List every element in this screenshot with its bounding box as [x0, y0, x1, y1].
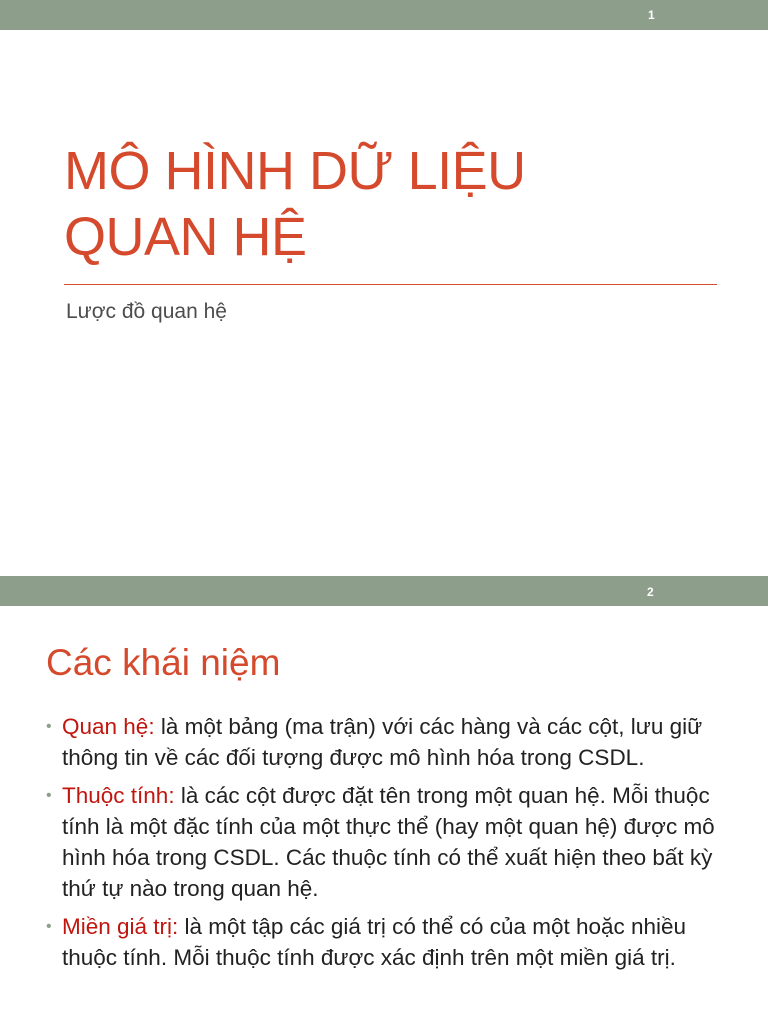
slide-header-bar — [0, 0, 768, 30]
title-line-2: QUAN HỆ — [64, 207, 307, 267]
slide-header-bar — [0, 576, 768, 606]
bullet-term: Miền giá trị: — [62, 914, 179, 939]
bullet-item — [46, 780, 726, 904]
bullet-icon: • — [46, 718, 52, 735]
slide-subtitle: Lược đồ quan hệ — [66, 300, 227, 323]
bullet-term: Thuộc tính: — [62, 783, 175, 808]
bullet-text: là một tập các giá trị có thể có của một hoặc nhiều thuộc tính. Mỗi thuộc tính được xác định trên một miền giá trị. — [62, 914, 687, 970]
bullet-icon: • — [46, 787, 52, 804]
bullet-text: là các cột được đặt tên trong một quan hệ. Mỗi thuộc tính là một đặc tính của một thực thể (hay một quan hệ) được mô hình hóa trong CSDL. Các thuộc tính có thể xuất hiện theo bất kỳ thứ tự nào trong quan hệ. — [62, 783, 715, 901]
slide-title — [64, 138, 724, 270]
page-number: 2 — [647, 585, 654, 599]
slide-title: Các khái niệm — [46, 642, 281, 683]
bullet-item — [46, 911, 726, 973]
bullet-text: là một bảng (ma trận) với các hàng và các cột, lưu giữ thông tin về các đối tượng được mô hình hóa trong CSDL. — [62, 714, 703, 770]
bullet-item — [46, 711, 726, 773]
title-line-1: MÔ HÌNH DỮ LIỆU — [64, 141, 526, 201]
title-divider — [64, 284, 717, 285]
slide-2 — [0, 576, 768, 1024]
bullet-term: Quan hệ: — [62, 714, 155, 739]
page-number: 1 — [648, 8, 655, 22]
bullet-list — [46, 711, 726, 980]
bullet-icon: • — [46, 918, 52, 935]
